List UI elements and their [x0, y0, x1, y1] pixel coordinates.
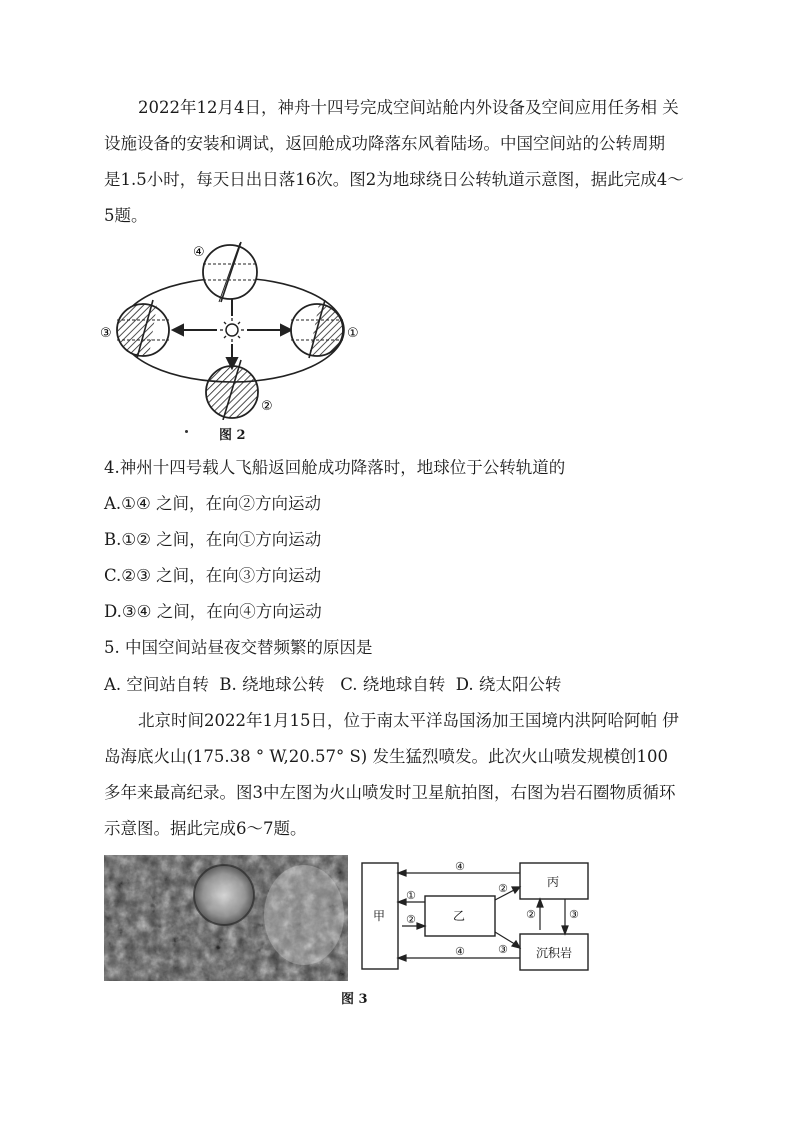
arrow-label-3-right: ③ — [498, 943, 508, 956]
passage2-line-1: 北京时间2022年1月15日，位于南太平洋岛国汤加王国境内洪阿哈阿帕 伊 — [138, 711, 679, 730]
arrow-label-2-left: ② — [406, 913, 416, 926]
earth-position-2 — [206, 360, 258, 420]
earth-position-4 — [203, 242, 257, 302]
figure2-orbit-diagram — [95, 240, 365, 420]
arrow-label-3-vertical: ③ — [569, 908, 579, 921]
passage2-line-4: 示意图。据此完成6～7题。 — [104, 819, 307, 838]
q5-options: A. 空间站自转 B. 绕地球公转 C. 绕地球自转 D. 绕太阳公转 — [104, 675, 562, 694]
label-bing: 丙 — [547, 875, 560, 889]
arrow-label-4-top: ④ — [455, 860, 465, 873]
volcano-satellite-photo — [104, 855, 348, 981]
q4-option-b: B.①② 之间，在向①方向运动 — [104, 530, 322, 549]
arrow-label-1: ① — [406, 889, 416, 902]
label-1: ① — [347, 326, 359, 341]
earth-position-3 — [117, 300, 169, 358]
label-sediment: 沉积岩 — [536, 946, 573, 960]
label-3: ③ — [100, 326, 112, 341]
passage1-line-2: 设施设备的安装和调试，返回舱成功降落东风着陆场。中国空间站的公转周期 — [104, 134, 665, 153]
label-yi: 乙 — [453, 909, 466, 923]
arrow-label-2-right: ② — [498, 882, 508, 895]
arrow-label-2-vertical: ② — [526, 908, 536, 921]
passage2-line-2: 岛海底火山(175.38 ° W,20.57° S) 发生猛烈喷发。此次火山喷发规模创100 — [104, 747, 668, 766]
passage1-line-4: 5题。 — [104, 206, 148, 225]
rock-cycle-diagram — [360, 858, 595, 978]
passage2-line-3: 多年来最高纪录。图3中左图为火山喷发时卫星航拍图，右图为岩石圈物质循环 — [104, 783, 676, 802]
figure3-caption: 图 3 — [341, 992, 368, 1007]
arrow-label-4-bottom: ④ — [455, 945, 465, 958]
q4-option-a: A.①④ 之间，在向②方向运动 — [104, 494, 321, 513]
label-2: ② — [261, 399, 273, 414]
label-4: ④ — [193, 245, 205, 260]
sun-icon — [220, 318, 244, 342]
q4-stem: 4.神州十四号载人飞船返回舱成功降落时，地球位于公转轨道的 — [104, 458, 566, 477]
label-jia: 甲 — [373, 909, 386, 923]
figure2-caption: 图 2 — [219, 428, 246, 443]
q5-stem: 5. 中国空间站昼夜交替频繁的原因是 — [104, 638, 373, 657]
q4-option-d: D.③④ 之间，在向④方向运动 — [104, 602, 322, 621]
q4-option-c: C.②③ 之间，在向③方向运动 — [104, 566, 322, 585]
speck-dot — [185, 430, 188, 433]
passage1-line-1: 2022年12月4日，神舟十四号完成空间站舱内外设备及空间应用任务相 关 — [138, 98, 679, 117]
passage1-line-3: 是1.5小时，每天日出日落16次。图2为地球绕日公转轨道示意图，据此完成4～ — [104, 170, 684, 189]
